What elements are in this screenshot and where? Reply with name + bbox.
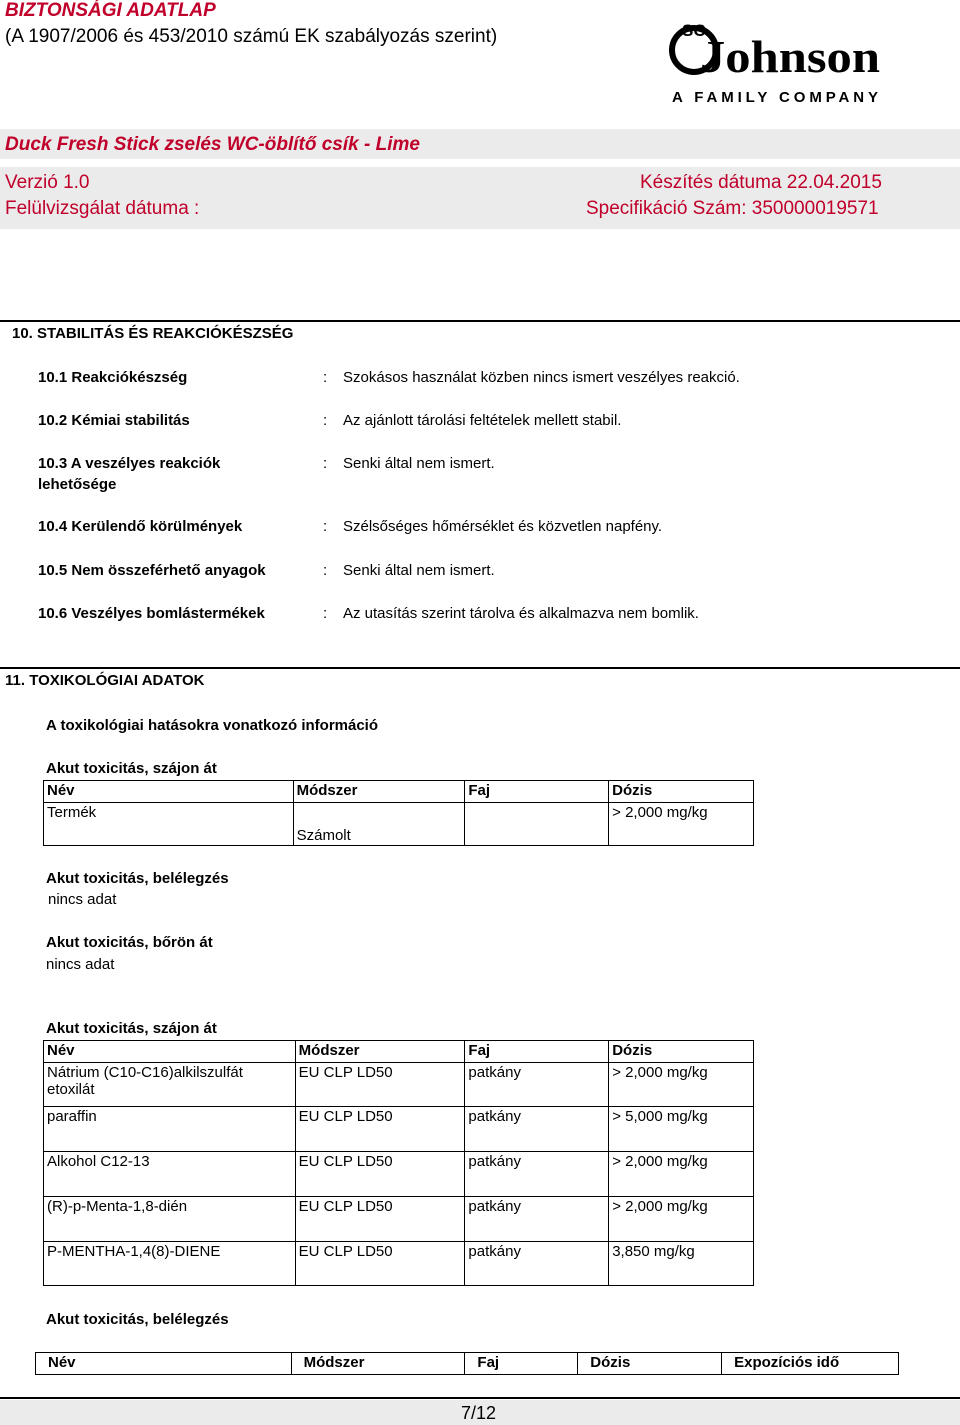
cell-method: EU CLP LD50 bbox=[295, 1197, 465, 1242]
cell-species bbox=[465, 803, 609, 846]
section-11-title: 11. TOXIKOLÓGIAI ADATOK bbox=[5, 672, 205, 689]
row-10-6-label: 10.6 Veszélyes bomlástermékek bbox=[38, 605, 265, 622]
col-exposure-time: Expozíciós idő bbox=[722, 1353, 899, 1375]
col-name: Név bbox=[44, 781, 294, 803]
table-row bbox=[44, 1242, 754, 1286]
product-inhalation-heading: Akut toxicitás, belélegzés bbox=[46, 870, 229, 887]
cell-species: patkány bbox=[465, 1107, 609, 1152]
cell-method: Számolt bbox=[293, 803, 465, 846]
cell-species: patkány bbox=[465, 1242, 609, 1286]
spec-number: Specifikáció Szám: 350000019571 bbox=[586, 198, 879, 219]
table-row bbox=[44, 1063, 754, 1107]
col-species: Faj bbox=[465, 781, 609, 803]
logo-tagline: A FAMILY COMPANY bbox=[672, 89, 878, 106]
cell-dose: > 5,000 mg/kg bbox=[609, 1107, 754, 1152]
col-species: Faj bbox=[465, 1041, 609, 1063]
row-10-5-value: Senki által nem ismert. bbox=[343, 562, 495, 579]
row-10-1-label: 10.1 Reakciókészség bbox=[38, 369, 188, 386]
tox-info-heading: A toxikológiai hatásokra vonatkozó információ bbox=[46, 717, 379, 734]
product-dermal-heading: Akut toxicitás, bőrön át bbox=[46, 934, 213, 951]
row-10-2-label: 10.2 Kémiai stabilitás bbox=[38, 412, 190, 429]
table-header-row bbox=[44, 1041, 754, 1063]
ingredient-oral-table bbox=[43, 1040, 754, 1286]
row-10-1-value: Szokásos használat közben nincs ismert veszélyes reakció. bbox=[343, 369, 740, 386]
table-header-row bbox=[36, 1353, 899, 1375]
cell-name bbox=[44, 1063, 296, 1107]
row-10-2-colon: : bbox=[323, 412, 328, 429]
footer-rule bbox=[0, 1397, 960, 1399]
cell-name: Termék bbox=[44, 803, 294, 846]
row-10-5-label: 10.5 Nem összeférhető anyagok bbox=[38, 562, 266, 579]
product-inhalation-value: nincs adat bbox=[48, 891, 117, 908]
col-dose: Dózis bbox=[609, 781, 754, 803]
ingredient-inhalation-heading: Akut toxicitás, belélegzés bbox=[46, 1311, 229, 1328]
row-10-1-colon: : bbox=[323, 369, 328, 386]
cell-method: EU CLP LD50 bbox=[295, 1063, 465, 1107]
table-header-row bbox=[44, 781, 754, 803]
logo-johnson: Johnson bbox=[700, 31, 880, 82]
cell-name: Alkohol C12-13 bbox=[44, 1152, 296, 1197]
issue-date: Készítés dátuma 22.04.2015 bbox=[640, 172, 882, 193]
row-10-5-colon: : bbox=[323, 562, 328, 579]
col-species: Faj bbox=[465, 1353, 578, 1375]
regulation-reference: (A 1907/2006 és 453/2010 számú EK szabályozás szerint) bbox=[5, 26, 498, 47]
product-name: Duck Fresh Stick zselés WC-öblítő csík - Lime bbox=[5, 134, 420, 155]
product-oral-heading: Akut toxicitás, szájon át bbox=[46, 760, 217, 777]
revision-date-label: Felülvizsgálat dátuma : bbox=[5, 198, 200, 219]
row-10-3-value: Senki által nem ismert. bbox=[343, 455, 495, 472]
product-oral-table bbox=[43, 780, 754, 846]
cell-species: patkány bbox=[465, 1197, 609, 1242]
row-10-2-value: Az ajánlott tárolási feltételek mellett stabil. bbox=[343, 412, 622, 429]
table-row bbox=[44, 1197, 754, 1242]
col-method: Módszer bbox=[293, 781, 465, 803]
col-name: Név bbox=[44, 1041, 296, 1063]
section-11-rule bbox=[0, 667, 960, 669]
col-dose: Dózis bbox=[578, 1353, 722, 1375]
document-title: BIZTONSÁGI ADATLAP bbox=[5, 0, 216, 21]
sc-johnson-logo bbox=[668, 10, 882, 106]
row-10-6-colon: : bbox=[323, 605, 328, 622]
row-10-3-colon: : bbox=[323, 455, 328, 472]
row-10-6-value: Az utasítás szerint tárolva és alkalmazva nem bomlik. bbox=[343, 605, 699, 622]
row-10-4-value: Szélsőséges hőmérséklet és közvetlen napfény. bbox=[343, 518, 663, 535]
cell-species: patkány bbox=[465, 1063, 609, 1107]
cell-dose: 3,850 mg/kg bbox=[609, 1242, 754, 1286]
cell-method: EU CLP LD50 bbox=[295, 1152, 465, 1197]
logo-sc: SC bbox=[682, 21, 706, 40]
cell-species: patkány bbox=[465, 1152, 609, 1197]
cell-method: EU CLP LD50 bbox=[295, 1107, 465, 1152]
ingredient-inhalation-table bbox=[35, 1352, 899, 1375]
col-name: Név bbox=[36, 1353, 292, 1375]
row-10-4-colon: : bbox=[323, 518, 328, 535]
cell-name-line2: etoxilát bbox=[47, 1081, 95, 1098]
row-10-4-label: 10.4 Kerülendő körülmények bbox=[38, 518, 243, 535]
cell-name-line1: Nátrium (C10-C16)alkilszulfát bbox=[47, 1064, 243, 1081]
cell-name: paraffin bbox=[44, 1107, 296, 1152]
table-row bbox=[44, 1107, 754, 1152]
section-10-title: 10. STABILITÁS ÉS REAKCIÓKÉSZSÉG bbox=[12, 325, 294, 342]
table-row bbox=[44, 803, 754, 846]
product-dermal-value: nincs adat bbox=[46, 956, 115, 973]
col-dose: Dózis bbox=[609, 1041, 754, 1063]
cell-dose: > 2,000 mg/kg bbox=[609, 803, 754, 846]
cell-method: EU CLP LD50 bbox=[295, 1242, 465, 1286]
col-method: Módszer bbox=[295, 1041, 465, 1063]
page-number: 7/12 bbox=[461, 1403, 497, 1423]
cell-dose: > 2,000 mg/kg bbox=[609, 1197, 754, 1242]
cell-name: (R)-p-Menta-1,8-dién bbox=[44, 1197, 296, 1242]
version-label: Verzió 1.0 bbox=[5, 172, 90, 193]
col-method: Módszer bbox=[291, 1353, 465, 1375]
cell-dose: > 2,000 mg/kg bbox=[609, 1152, 754, 1197]
section-10-rule bbox=[0, 320, 960, 322]
row-10-3-label: 10.3 A veszélyes reakciók bbox=[38, 455, 221, 472]
cell-dose: > 2,000 mg/kg bbox=[609, 1063, 754, 1107]
row-10-3-label-line2: lehetősége bbox=[38, 476, 117, 493]
table-row bbox=[44, 1152, 754, 1197]
ingredient-oral-heading: Akut toxicitás, szájon át bbox=[46, 1020, 217, 1037]
cell-name: P-MENTHA-1,4(8)-DIENE bbox=[44, 1242, 296, 1286]
